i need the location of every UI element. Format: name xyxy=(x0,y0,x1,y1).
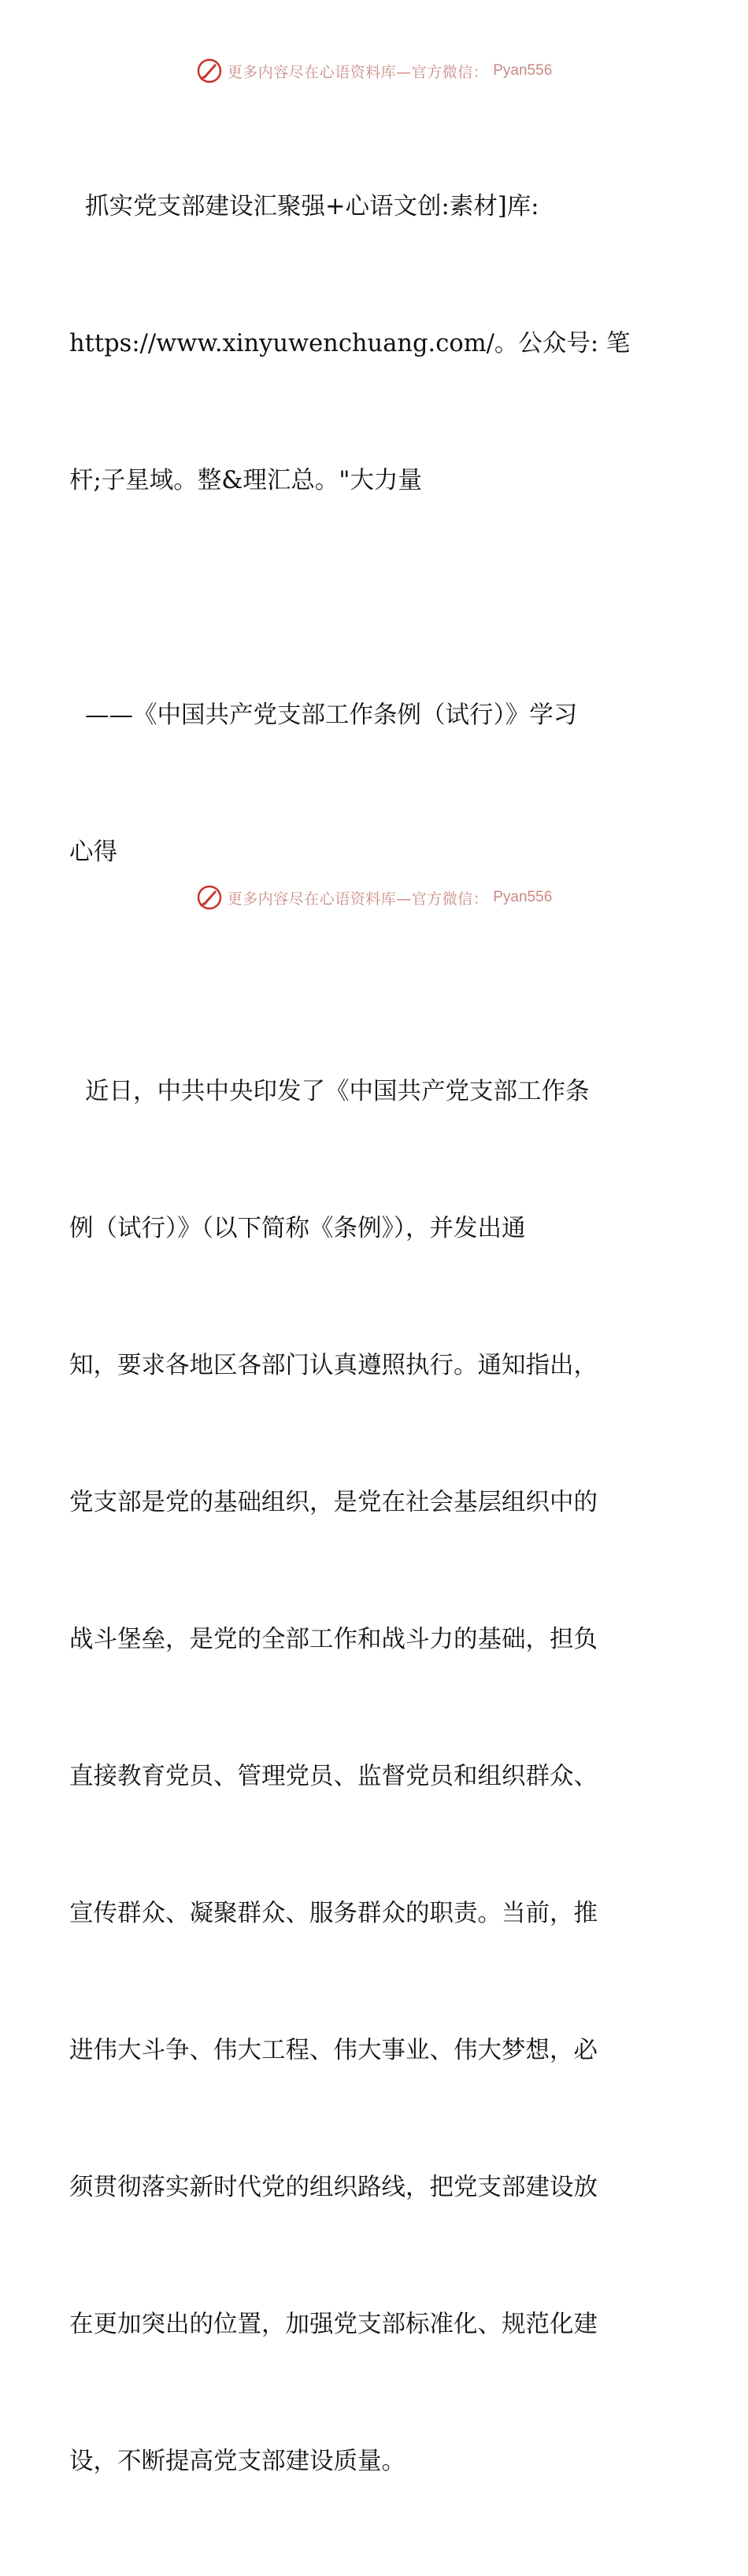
header-watermark xyxy=(0,55,748,87)
text-line: 例（试行）》（以下简称《条例》），并发出通 xyxy=(69,1215,526,1242)
text-line: 战斗堡垒，是党的全部工作和战斗力的基础，担负 xyxy=(69,1626,598,1653)
text-line: 心得 xyxy=(69,838,117,866)
text-line: https://www.xinyuwenchuang.com/。公众号: 笔 xyxy=(69,330,631,357)
text-line: 知，要求各地区各部门认真遵照执行。通知指出， xyxy=(69,1352,598,1379)
text-line: 党支部是党的基础组织，是党在社会基层组织中的 xyxy=(69,1489,598,1516)
footer-watermark xyxy=(0,882,748,913)
text-line: 进伟大斗争、伟大工程、伟大事业、伟大梦想，必 xyxy=(69,2037,598,2064)
text-line: 近日，中共中央印发了《中国共产党支部工作条 xyxy=(85,1078,590,1105)
text-line: ——《中国共产党支部工作条例（试行）》学习 xyxy=(85,701,578,729)
text-line: 杆;子星域。整&理汇总。"大力量 xyxy=(69,467,422,494)
watermark-text: 更多内容尽在心语资料库—官方微信： xyxy=(227,890,489,908)
text-line: 设，不断提高党支部建设质量。 xyxy=(69,2448,405,2475)
text-line: 宣传群众、凝聚群众、服务群众的职责。当前，推 xyxy=(69,1900,598,1927)
text-line: 直接教育党员、管理党员、监督党员和组织群众、 xyxy=(69,1763,598,1790)
watermark-text: 更多内容尽在心语资料库—官方微信： xyxy=(227,63,489,81)
paragraph-intro xyxy=(69,93,676,595)
paragraph-main xyxy=(69,978,676,2576)
quill-logo-icon xyxy=(196,57,223,84)
document-body xyxy=(69,93,676,2576)
text-line: 在更加突出的位置，加强党支部标准化、规范化建 xyxy=(69,2311,598,2338)
text-line: 抓实党支部建设汇聚强+心语文创:素材]库: xyxy=(85,193,539,220)
quill-logo-icon xyxy=(196,884,223,911)
text-line: 须贯彻落实新时代党的组织路线，把党支部建设放 xyxy=(69,2174,598,2201)
watermark-wechat-id: Pyan556 xyxy=(493,62,553,79)
watermark-wechat-id: Pyan556 xyxy=(493,889,553,905)
